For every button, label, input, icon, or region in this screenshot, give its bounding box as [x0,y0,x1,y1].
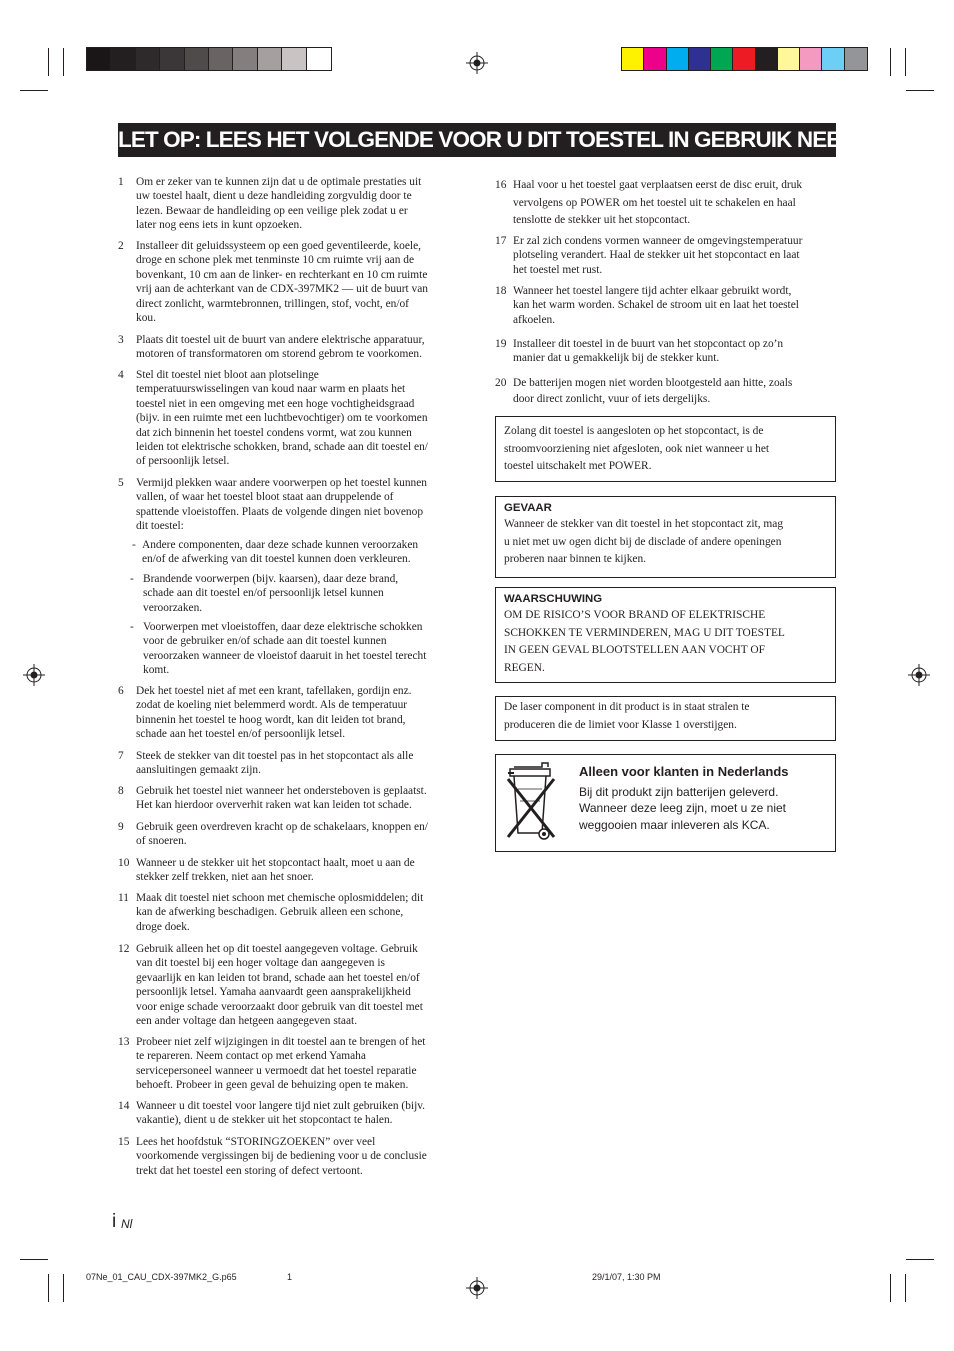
item-line: kan de afwerking beschadigen. Gebruik alleen een schone, [136,906,404,919]
item-line: behoeft. Probeer in geen geval de behuizing open te maken. [136,1079,409,1092]
item-number: 9 [118,821,124,833]
item-line: gevaarlijk en kan leiden tot brand, schade aan het toestel en/of [136,971,420,984]
item-number: 6 [118,685,124,697]
item-line: Wanneer u de stekker uit het stopcontact haalt, moet u aan de [136,857,415,869]
dash: - [130,573,134,585]
color-swatch [209,48,233,70]
color-swatch [845,48,867,70]
item-line: dat zich binnenin het toestel condens vormt, wat zou kunnen [136,426,412,439]
item-line: trekt dat het toestel een storing of defect vertoont. [136,1164,363,1177]
item-number: 12 [118,943,130,955]
color-swatch [644,48,666,70]
item-line: Om er zeker van te kunnen zijn dat u de optimale prestaties uit [136,176,422,188]
item-line: door direct zonlicht, vuur of iets dergelijks. [513,393,711,405]
color-swatch [233,48,257,70]
item-line: uw toestel haalt, dient u deze handleiding zorgvuldig door te [136,190,412,203]
item-line: en/of de afwerking van dit toestel kunnen doen verkleuren. [142,553,411,566]
item-line: kou. [136,312,156,325]
box-line: De laser component in dit product is in staat stralen te [504,701,750,713]
item-line: direct zonlicht, warmtebronnen, trillingen, stof, vocht, en/of [136,297,409,310]
item-number: 20 [495,377,507,389]
item-line: aansluitingen gemaakt zijn. [136,764,261,777]
item-line: Gebruik het toestel niet wanneer het ondersteboven is geplaatst. [136,785,427,797]
item-line: het toestel met rust. [513,263,603,276]
item-line: Lees het hoofdstuk “STORINGZOEKEN” over veel [136,1136,376,1148]
color-swatch [689,48,711,70]
color-swatch [778,48,800,70]
item-line: Andere componenten, daar deze schade kunnen veroorzaken [142,539,419,551]
page-language: Nl [121,1217,133,1231]
color-swatch [258,48,282,70]
color-bar [621,47,868,71]
item-line: Plaats dit toestel uit de buurt van andere elektrische apparatuur, [136,334,425,346]
item-line: Installeer dit geluidssysteem op een goed geventileerde, koele, [136,240,421,252]
item-line: Steek de stekker van dit toestel pas in het stopcontact als alle [136,750,414,762]
item-line: Haal voor u het toestel gaat verplaatsen eerst de disc eruit, druk [513,179,803,191]
item-number: 3 [118,334,124,346]
item-line: Gebruik geen overdreven kracht op de schakelaars, knoppen en/ [136,821,428,833]
item-line: voorkomende vergissingen bij de bediening voor u de conclusie [136,1150,427,1163]
item-line: Brandende voorwerpen (bijv. kaarsen), daar deze brand, [143,573,399,585]
box-line: Wanneer deze leeg zijn, moet u ze niet [579,801,787,816]
color-swatch [282,48,306,70]
registration-mark-icon [466,1277,488,1299]
item-line: stekker zelf trekken, niet aan het snoer. [136,871,314,884]
item-number: 18 [495,285,507,297]
item-line: of persoonlijk letsel. [136,455,230,468]
box-line: OM DE RISICO’S VOOR BRAND OF ELEKTRISCHE [504,609,766,621]
item-line: Wanneer u dit toestel voor langere tijd niet zult gebruiken (bijv. [136,1100,426,1112]
box-line: toestel uitschakelt met POWER. [504,460,652,473]
item-line: Voorwerpen met vloeistoffen, daar deze elektrische schokken [143,621,423,633]
warning-box [495,587,836,683]
item-line: droge doek. [136,920,190,933]
item-number: 16 [495,179,507,191]
item-line: tenslotte de stekker uit het stopcontact. [513,214,691,227]
item-line: of snoeren. [136,835,187,848]
power-notice-box [495,416,836,482]
box-line: weggooien maar inleveren als KCA. [579,817,770,832]
item-line: lezen. Bewaar de handleiding op een veilige plek zodat u er [136,204,408,217]
item-line: servicepersoneel wanneer u vermoedt dat het toestel reparatie [136,1064,417,1077]
item-line: temperatuurswisselingen van koud naar warm en plaats het [136,383,406,396]
color-swatch [185,48,209,70]
item-number: 14 [118,1100,130,1112]
danger-heading: GEVAAR [504,502,552,514]
footer-filename: 07Ne_01_CAU_CDX-397MK2_G.p65 [86,1272,237,1282]
item-number: 4 [118,369,124,381]
kca-heading: Alleen voor klanten in Nederlands [579,764,789,779]
item-line: (bijv. in een ruimte met een luchtbevochtiger) om te voorkomen [136,412,428,425]
item-line: schade aan dit toestel en/of persoonlijk letsel kunnen [143,587,384,600]
item-line: van dit toestel bij een hoger voltage dan aangegeven is [136,957,385,970]
page-title: LET OP: LEES HET VOLGENDE VOOR U DIT TOESTEL IN GEBRUIK NEEMT. [118,123,836,157]
registration-mark-icon [466,52,488,74]
color-swatch [733,48,755,70]
item-line: droge en schone plek met tenminste 10 cm ruimte vrij aan de [136,254,415,267]
item-number: 10 [118,857,130,869]
box-line: proberen naar binnen te kijken. [504,553,647,566]
footer-page: 1 [287,1272,293,1282]
item-line: Probeer niet zelf wijzigingen in dit toestel aan te brengen of het [136,1036,426,1048]
color-swatch [622,48,644,70]
item-number: 8 [118,785,124,797]
item-line: leiden tot elektrische schokken, brand, schade aan dit toestel en/ [136,441,428,454]
item-line: Wanneer het toestel langere tijd achter elkaar gebruikt wordt, [513,285,792,297]
color-swatch [800,48,822,70]
registration-mark-icon [23,664,45,686]
color-swatch [307,48,331,70]
box-line: produceren die de limiet voor Klasse 1 overstijgen. [504,718,737,731]
item-line: vervolgens op POWER om het toestel uit te schakelen en haal [513,196,796,209]
box-line: Bij dit produkt zijn batterijen geleverd. [579,785,779,799]
item-number: 15 [118,1136,130,1148]
item-line: dit toestel: [136,520,184,533]
item-line: te repareren. Neem contact op met erkend Yamaha [136,1050,366,1063]
battery-disposal-box [495,754,836,852]
box-line: u niet met uw ogen dicht bij de disclade of andere openingen [504,535,782,548]
footer-date: 29/1/07, 1:30 PM [592,1272,661,1282]
dash: - [132,539,136,551]
item-line: vrij aan de achterkant van de CDX-397MK2 — uit de buurt van [136,283,428,296]
item-line: veroorzaken wanneer de vloeistof daaruit in het toestel terecht [143,649,427,662]
box-line: Zolang dit toestel is aangesloten op het stopcontact, is de [504,425,764,437]
item-number: 5 [118,477,124,489]
item-line: Het kan hierdoor oververhit raken wat kan leiden tot schade. [136,799,412,812]
item-number: 11 [118,892,129,904]
item-line: een ander voltage dan hetgeen aangegeven staat. [136,1015,358,1028]
box-line: IN GEEN GEVAL BLOOTSTELLEN AAN VOCHT OF [504,644,765,657]
item-number: 7 [118,750,124,762]
box-line: REGEN. [504,661,545,674]
item-line: Stel dit toestel niet bloot aan plotselinge [136,369,319,381]
page-number: i [112,1211,117,1232]
warning-heading: WAARSCHUWING [504,593,603,605]
item-line: Gebruik alleen het op dit toestel aangegeven voltage. Gebruik [136,943,418,955]
color-swatch [822,48,844,70]
color-swatch [87,48,111,70]
item-line: Vermijd plekken waar andere voorwerpen op het toestel kunnen [136,477,427,489]
item-line: Maak dit toestel niet schoon met chemische oplosmiddelen; dit [136,892,424,904]
dash: - [130,621,134,633]
color-swatch [111,48,135,70]
item-line: plotseling verandert. Haal de stekker uit het stopcontact en laat [513,249,800,262]
item-line: bovenkant, 10 cm aan de linker- en rechterkant en 10 cm ruimte [136,268,428,281]
item-line: vallen, of waar het toestel bloot staat aan druppelende of [136,491,394,504]
item-line: komt. [143,664,170,677]
crossed-bin-icon [504,761,562,845]
color-swatch [756,48,778,70]
item-line: afkoelen. [513,313,556,326]
registration-mark-icon [908,664,930,686]
item-number: 2 [118,240,124,252]
color-swatch [136,48,160,70]
item-line: schade aan het toestel en/of persoonlijk letsel. [136,728,346,741]
grayscale-bar [86,47,332,71]
item-line: binnenin het toestel te hoog wordt, kan dit leiden tot brand, [136,713,406,726]
item-line: persoonlijk letsel. Yamaha aanvaardt geen aansprakelijkheid [136,986,411,999]
item-line: De batterijen mogen niet worden blootgesteld aan hitte, zoals [513,377,793,389]
danger-box [495,496,836,578]
item-line: manier dat u gemakkelijk bij de stekker kunt. [513,352,720,365]
color-swatch [711,48,733,70]
item-line: toestel niet in een omgeving met een hoge vochtigheidsgraad [136,397,415,410]
item-line: veroorzaken. [143,601,203,614]
item-number: 1 [118,176,124,188]
item-number: 17 [495,235,507,247]
item-line: motoren of transformatoren om storend gebrom te voorkomen. [136,348,422,361]
laser-notice-box [495,696,836,741]
box-line: Wanneer de stekker van dit toestel in het stopcontact zit, mag [504,518,784,530]
color-swatch [160,48,184,70]
item-line: voor enige schade veroorzaakt door gebruik van dit toestel met [136,1000,423,1013]
item-line: Installeer dit toestel in de buurt van het stopcontact op zo’n [513,338,784,350]
item-line: spattende vloeistoffen. Plaats de volgende dingen niet bovenop [136,505,424,518]
item-line: later nog eens iets in kunt opzoeken. [136,219,303,232]
box-line: stroomvoorziening niet afgesloten, ook niet wanneer u het [504,442,770,455]
item-line: vakantie), dient u de stekker uit het stopcontact te halen. [136,1114,393,1127]
item-line: Dek het toestel niet af met een krant, tafellaken, gordijn enz. [136,685,412,697]
item-line: voor de gebruiker en/of schade aan dit toestel kunnen [143,635,387,648]
item-line: kan het warm worden. Schakel de stroom uit en laat het toestel [513,299,799,312]
box-line: SCHOKKEN TE VERMINDEREN, MAG U DIT TOESTEL [504,626,785,639]
item-number: 19 [495,338,507,350]
color-swatch [667,48,689,70]
item-line: zodat de koeling niet belemmerd wordt. Als de temperatuur [136,699,408,712]
item-line: Er zal zich condens vormen wanneer de omgevingstemperatuur [513,235,803,247]
item-number: 13 [118,1036,130,1048]
